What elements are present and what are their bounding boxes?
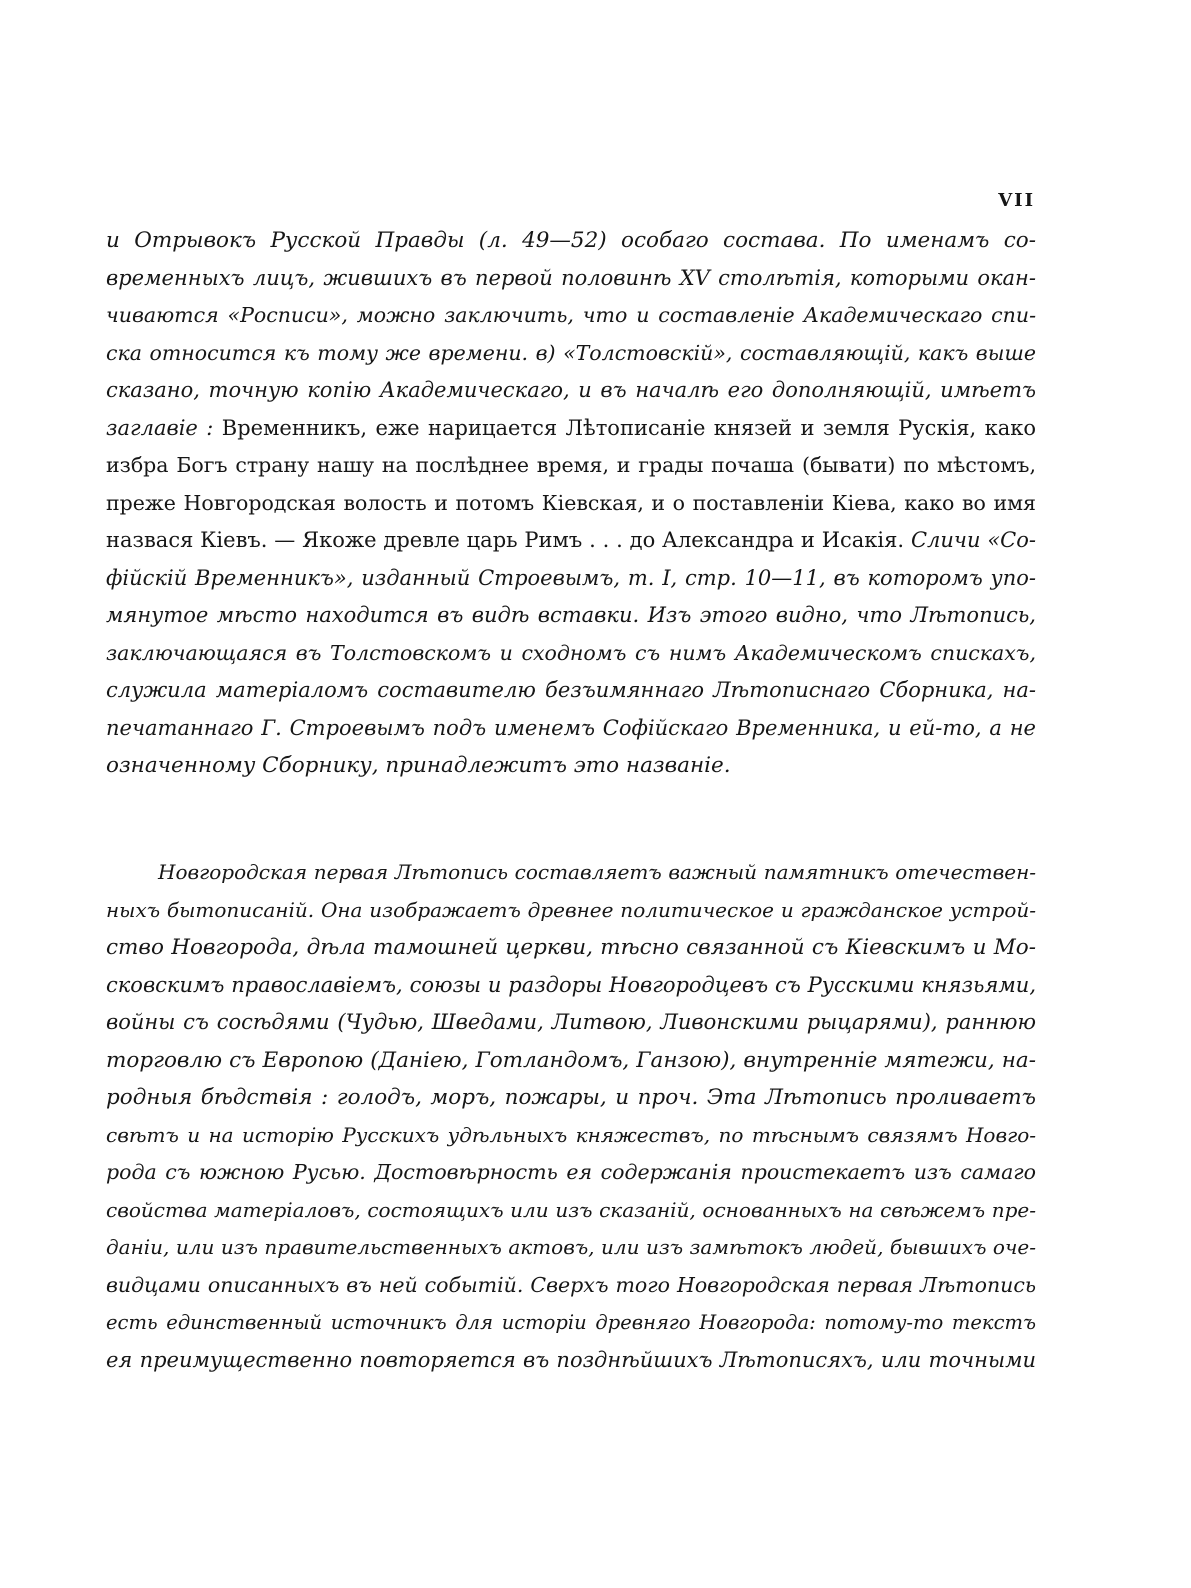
- text-line: есть единственный источникъ для исторіи древняго Новгорода: потому-то текстъ: [106, 1311, 1036, 1334]
- text-span-roman: назвася Кіевъ. — Якоже древле царь Римъ . . . до Александра и Исакія.: [106, 528, 905, 552]
- text-line: избра Богъ страну нашу на послѣднее время, и грады почаша (бывати) по мѣстомъ,: [106, 453, 1036, 477]
- text-line: торговлю съ Европою (Даніею, Готландомъ, Ганзою), внутренніе мятежи, на-: [106, 1047, 1036, 1073]
- text-line: сказано, точную копію Академическаго, и въ началѣ его дополняющій, имѣетъ: [106, 378, 1036, 402]
- text-line: ныхъ бытописаній. Она изображаетъ древнее политическое и гражданское устрой-: [106, 897, 1036, 922]
- text-line: означенному Сборнику, принадлежитъ это названіе.: [106, 753, 731, 778]
- text-line: ство Новгорода, дѣла тамошней церкви, тѣсно связанной съ Кіевскимъ и Мо-: [106, 935, 1036, 960]
- text-line: преже Новгородская волость и потомъ Кіевская, и о поставленіи Кіева, како во имя: [106, 490, 1036, 515]
- text-line: [106, 522, 1036, 560]
- text-line: чиваются «Росписи», можно заключить, что и составленіе Академическаго спи-: [106, 303, 1036, 327]
- text-line: сковскимъ православіемъ, союзы и раздоры Новгородцевъ съ Русскими князьями,: [106, 972, 1036, 997]
- text-line: ска относится къ тому же времени. в) «Толстовскій», составляющій, какъ выше: [106, 340, 1036, 365]
- text-line: мянутое мѣсто находится въ видѣ вставки. Изъ этого видно, что Лѣтопись,: [106, 603, 1036, 627]
- text-line: ея преимущественно повторяется въ позднѣйшихъ Лѣтописяхъ, или точными: [106, 1347, 1036, 1372]
- paragraph-2: [106, 854, 1036, 1379]
- text-line: рода съ южною Русью. Достовѣрность ея содержанія проистекаетъ изъ самаго: [106, 1160, 1036, 1184]
- text-line: заключающаяся въ Толстовскомъ и сходномъ съ нимъ Академическомъ спискахъ,: [106, 640, 1036, 665]
- text-line: даніи, или изъ правительственныхъ актовъ, или изъ замѣтокъ людей, бывшихъ оче-: [106, 1235, 1036, 1259]
- text-line: служила матеріаломъ составителю безъимяннаго Лѣтописнаго Сборника, на-: [106, 678, 1036, 702]
- text-line: временныхъ лицъ, жившихъ въ первой половинѣ XV столѣтія, которыми окан-: [106, 265, 1036, 290]
- text-line: [106, 410, 1036, 448]
- text-span-italic: заглавіе :: [106, 415, 214, 440]
- page-number: VII: [998, 190, 1035, 211]
- paragraph-1: [106, 222, 1036, 785]
- text-span-italic: Сличи «Со-: [910, 528, 1036, 552]
- text-line: свойства матеріаловъ, состоящихъ или изъ сказаній, основанныхъ на свѣжемъ пре-: [106, 1197, 1036, 1222]
- text-span-roman: Временникъ, еже нарицается Лѣтописаніе князей и земля Рускія, како: [221, 415, 1036, 440]
- text-line: свѣтъ и на исторію Русскихъ удѣльныхъ княжествъ, по тѣснымъ связямъ Новго-: [106, 1122, 1036, 1147]
- text-line: видцами описанныхъ въ ней событій. Сверхъ того Новгородская первая Лѣтопись: [106, 1272, 1036, 1297]
- text-line: войны съ сосѣдями (Чудью, Шведами, Литвою, Ливонскими рыцарями), раннюю: [106, 1010, 1036, 1034]
- text-line: родныя бѣдствія : голодъ, моръ, пожары, и проч. Эта Лѣтопись проливаетъ: [106, 1085, 1036, 1110]
- text-line: Новгородская первая Лѣтопись составляетъ важный памятникъ отечествен-: [158, 860, 1036, 884]
- text-line: печатаннаго Г. Строевымъ подъ именемъ Софійскаго Временника, и ей-то, а не: [106, 715, 1036, 740]
- text-line: фійскій Временникъ», изданный Строевымъ, т. I, стр. 10—11, въ которомъ упо-: [106, 565, 1036, 590]
- text-line: и Отрывокъ Русской Правды (л. 49—52) особаго состава. По именамъ со-: [106, 228, 1036, 253]
